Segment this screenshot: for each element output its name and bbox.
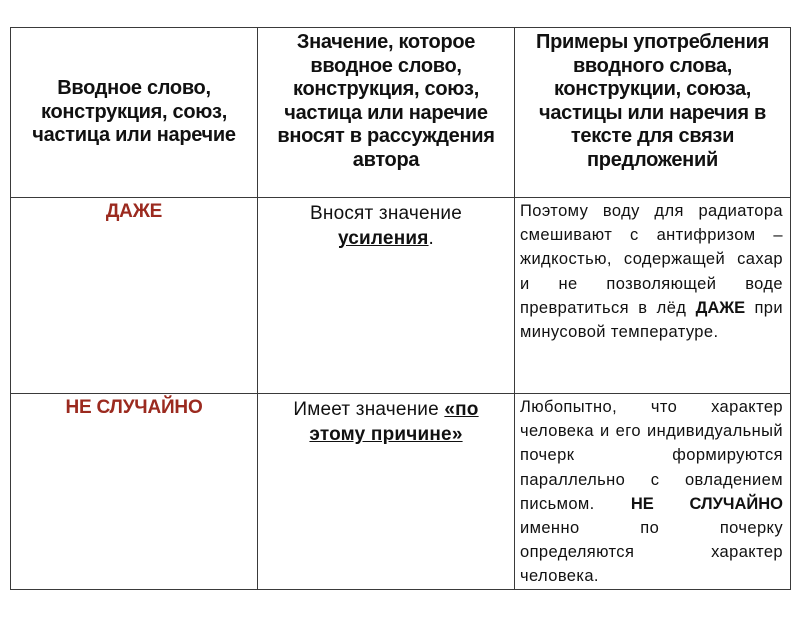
meaning-prefix: Имеет значение bbox=[293, 399, 445, 420]
meaning-prefix: Вносят значение bbox=[310, 203, 462, 224]
meaning-text bbox=[258, 198, 514, 251]
example-before: Любопытно, что характер человека и его индивидуальный почерк формируются параллельно с овладением письмом. bbox=[520, 398, 783, 513]
example-cell bbox=[515, 394, 791, 590]
term-cell bbox=[11, 198, 258, 394]
term-cell bbox=[11, 394, 258, 590]
example-after: при минусовой температуре. bbox=[520, 298, 783, 342]
table-header-row bbox=[11, 28, 791, 198]
example-keyword: ДАЖЕ bbox=[695, 298, 746, 317]
table-row bbox=[11, 394, 791, 590]
example-keyword: НЕ СЛУЧАЙНО bbox=[630, 494, 783, 513]
example-text bbox=[515, 198, 790, 344]
header-examples: Примеры употребления вводного слова, конструкции, союза, частицы или наречия в тексте для связи предложений bbox=[515, 28, 791, 198]
table-row bbox=[11, 198, 791, 394]
header-term: Вводное слово, конструкция, союз, частица или наречие bbox=[11, 28, 258, 198]
example-text bbox=[515, 394, 790, 589]
example-after: именно по почерку определяются характер человека. bbox=[520, 519, 783, 586]
term-label: НЕ СЛУЧАЙНО bbox=[65, 397, 203, 418]
meaning-cell bbox=[258, 394, 515, 590]
example-before: Поэтому воду для радиатора смешивают с антифризом – жидкостью, содержащей сахар и не позволяющей воде превратиться в лёд bbox=[520, 202, 783, 317]
example-cell bbox=[515, 198, 791, 394]
term-label: ДАЖЕ bbox=[105, 201, 163, 222]
meaning-cell bbox=[258, 198, 515, 394]
meaning-highlight: «по этому причине» bbox=[309, 399, 479, 445]
header-meaning: Значение, которое вводное слово, конструкция, союз, частица или наречие вносят в рассуждения автора bbox=[258, 28, 515, 198]
meaning-text bbox=[258, 394, 514, 447]
meaning-suffix: . bbox=[428, 228, 435, 249]
meaning-highlight: усиления bbox=[337, 228, 429, 249]
conjunctions-table bbox=[10, 27, 791, 590]
